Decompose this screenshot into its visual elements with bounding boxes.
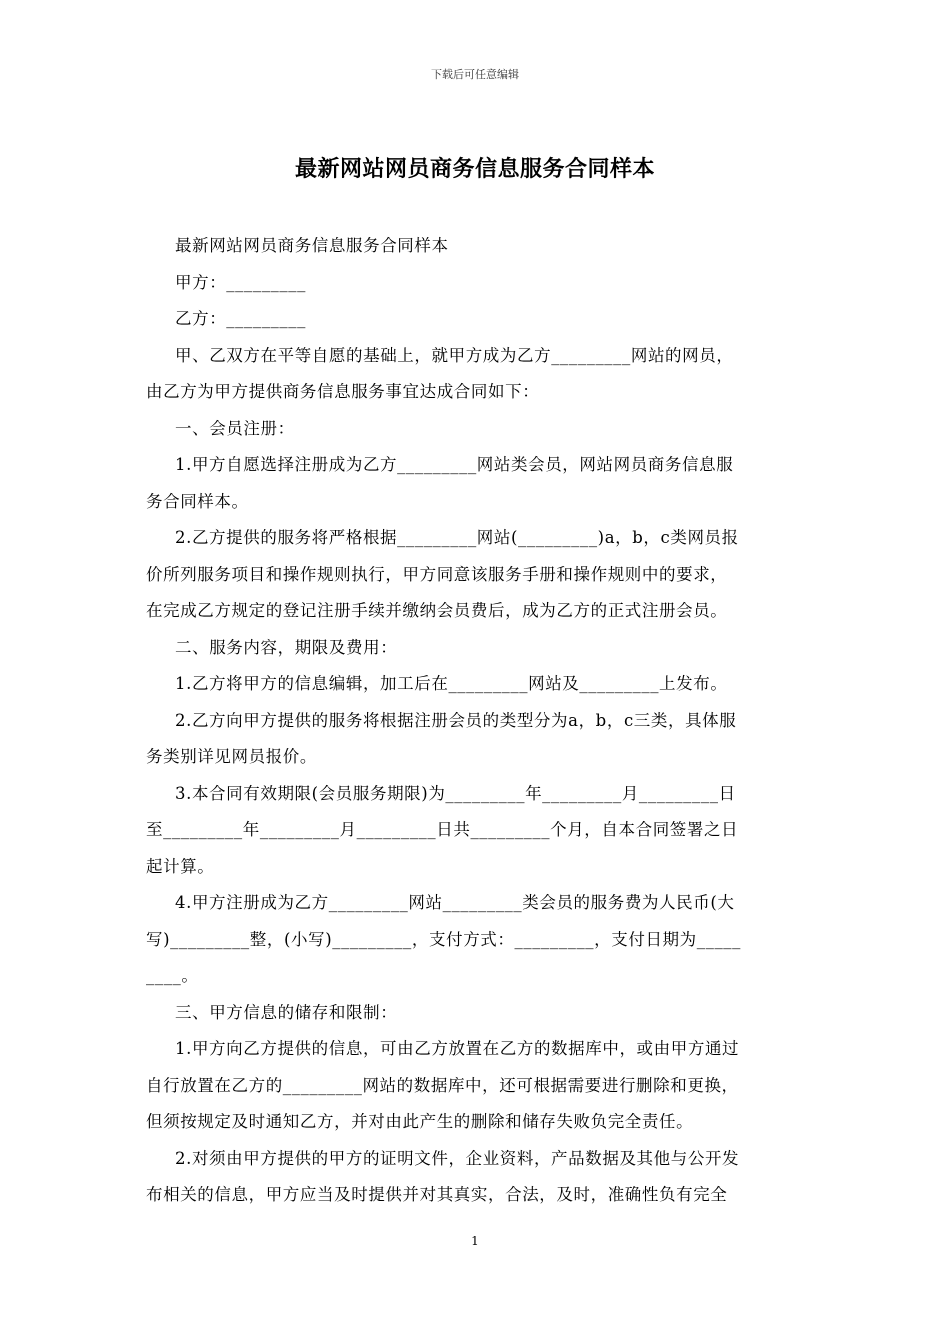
paragraph-line: 起计算。 xyxy=(146,856,215,876)
paragraph-line: 最新网站网员商务信息服务合同样本 xyxy=(175,236,449,255)
paragraph-line: 但须按规定及时通知乙方，并对由此产生的删除和储存失败负完全责任。 xyxy=(146,1112,694,1131)
paragraph-line: 价所列服务项目和操作规则执行，甲方同意该服务手册和操作规则中的要求， xyxy=(146,564,728,584)
paragraph-line: 务类别详见网员报价。 xyxy=(146,747,317,766)
paragraph-line: 2.对须由甲方提供的甲方的证明文件，企业资料，产品数据及其他与公开发 xyxy=(175,1148,740,1168)
paragraph-line: 三、甲方信息的储存和限制： xyxy=(175,1002,398,1022)
paragraph-line: 布相关的信息，甲方应当及时提供并对其真实，合法，及时，准确性负有完全 xyxy=(146,1185,728,1204)
paragraph-line: 3.本合同有效期限(会员服务期限)为_________年_________月_________日 xyxy=(175,783,736,803)
paragraph-line: 至_________年_________月_________日共_________个月，自本合同签署之日 xyxy=(146,820,739,839)
paragraph-line: 由乙方为甲方提供商务信息服务事宜达成合同如下： xyxy=(146,382,540,401)
paragraph-line: ____。 xyxy=(146,966,199,985)
document-body xyxy=(146,228,806,1214)
paragraph-line: 2.乙方向甲方提供的服务将根据注册会员的类型分为a，b，c三类，具体服 xyxy=(175,710,737,730)
paragraph-line: 1.甲方自愿选择注册成为乙方_________网站类会员，网站网员商务信息服 xyxy=(175,455,734,474)
paragraph-line: 在完成乙方规定的登记注册手续并缴纳会员费后，成为乙方的正式注册会员。 xyxy=(146,601,728,620)
paragraph-line: 1.甲方向乙方提供的信息，可由乙方放置在乙方的数据库中，或由甲方通过 xyxy=(175,1039,740,1058)
document-title: 最新网站网员商务信息服务合同样本 xyxy=(294,156,655,182)
paragraph-line: 1.乙方将甲方的信息编辑，加工后在_________网站及_________上发布。 xyxy=(175,674,728,693)
paragraph-line: 甲方：_________ xyxy=(175,272,306,292)
page-number: 1 xyxy=(471,1234,479,1248)
paragraph-line: 一、会员注册： xyxy=(175,418,295,438)
paragraph-line: 二、服务内容，期限及费用： xyxy=(175,637,398,657)
paragraph-line: 务合同样本。 xyxy=(146,491,249,511)
paragraph-line: 2.乙方提供的服务将严格根据_________网站(_________)a，b，c类网员报 xyxy=(175,528,739,547)
paragraph-line: 甲、乙双方在平等自愿的基础上，就甲方成为乙方_________网站的网员， xyxy=(175,345,734,365)
paragraph-line: 自行放置在乙方的_________网站的数据库中，还可根据需要进行删除和更换， xyxy=(146,1075,739,1095)
paragraph-line: 乙方：_________ xyxy=(175,309,306,328)
paragraph-line: 4.甲方注册成为乙方_________网站_________类会员的服务费为人民币(大 xyxy=(175,893,735,912)
paragraph-line: 写)_________整，(小写)_________，支付方式：_________，支付日期为_____ xyxy=(146,929,742,949)
header-note: 下载后可任意编辑 xyxy=(431,68,519,81)
